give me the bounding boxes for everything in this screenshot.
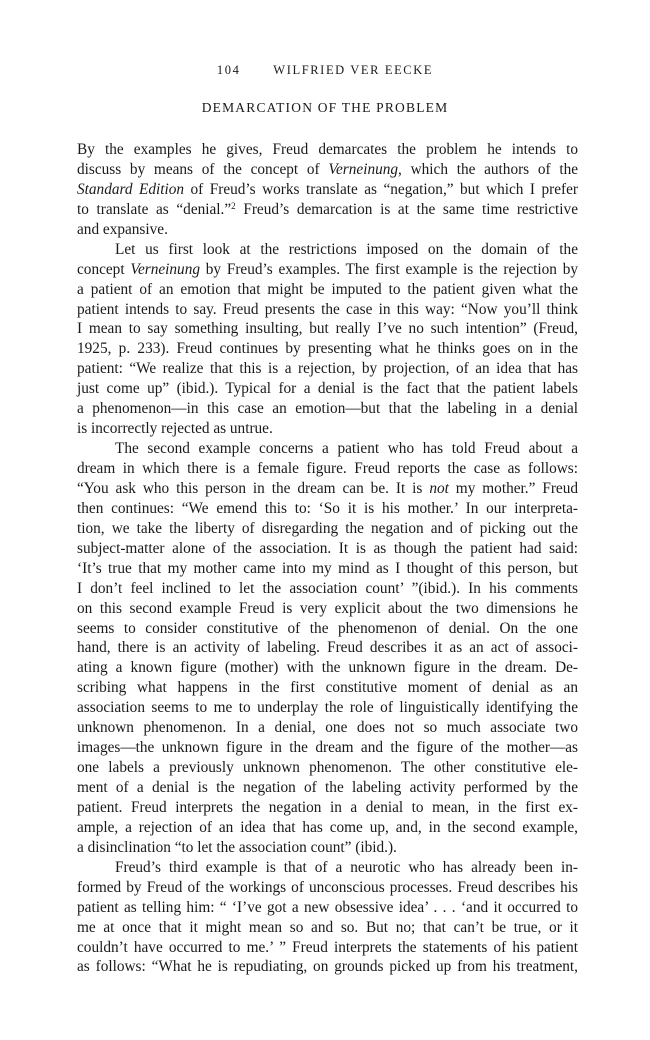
text-line: [77, 300, 578, 320]
text-line: [77, 678, 578, 698]
italic-text: Verneinung: [328, 160, 399, 178]
text-line: [77, 439, 578, 459]
text-line: [77, 479, 578, 499]
text-line: [77, 200, 578, 220]
text-run: by Freud’s examples. The first example is the rejection by: [200, 260, 578, 278]
text-run: images—the unknown figure in the dream and the figure of the mother—as: [77, 739, 578, 757]
text-run: of Freud’s works translate as “negation,” but which I prefer: [184, 180, 578, 198]
text-run: a phenomenon—in this case an emotion—but that the labeling in a denial: [77, 400, 578, 418]
page-number: 104: [216, 63, 241, 77]
running-head: [0, 63, 650, 78]
text-run: I don’t feel inclined to let the association count’ ”(ibid.). In his comments: [77, 579, 578, 597]
text-run: dream in which there is a female figure. Freud reports the case as follows:: [77, 460, 578, 477]
text-run: as follows: “What he is repudiating, on grounds picked up from his treatment,: [77, 958, 578, 976]
text-line: [77, 599, 578, 619]
text-run: is incorrectly rejected as untrue.: [77, 420, 273, 438]
text-line: [77, 938, 578, 958]
text-line: [77, 898, 578, 918]
text-line: [77, 319, 578, 339]
text-line: [77, 718, 578, 738]
text-run: me at once that it might mean so and so. But no; that can’t be true, or it: [77, 918, 578, 936]
text-line: [77, 838, 578, 858]
text-line: [77, 778, 578, 798]
text-run: just come up” (ibid.). Typical for a denial is the fact that the patient labels: [77, 380, 578, 398]
italic-text: not: [429, 479, 449, 497]
running-head-author: WILFRIED VER EECKE: [273, 63, 434, 77]
text-line: [77, 559, 578, 579]
italic-text: Verneinung: [130, 260, 201, 278]
text-line: [77, 180, 578, 200]
text-run: a disinclination “to let the association count” (ibid.).: [77, 838, 397, 856]
text-line: [77, 160, 578, 180]
text-run: concept: [77, 260, 131, 278]
text-run: discuss by means of the concept of: [77, 160, 329, 178]
text-run: couldn’t have occurred to me.’ ” Freud interprets the statements of his patient: [77, 938, 578, 956]
text-line: [77, 140, 578, 160]
text-run: hand, there is an activity of labeling. Freud describes it as an act of associ-: [77, 639, 578, 657]
text-run: and expansive.: [77, 220, 168, 238]
text-run: my mother.” Freud: [448, 479, 579, 497]
text-line: [77, 399, 578, 419]
text-line: [77, 638, 578, 658]
text-line: [77, 878, 578, 898]
text-run: Let us first look at the restrictions imposed on the domain of the: [115, 240, 578, 258]
text-run: patient as telling him: “ ‘I’ve got a new obsessive idea’ . . . ‘and it occurred to: [77, 898, 578, 916]
text-line: [77, 619, 578, 639]
text-run: patient intends to say. Freud presents the case in this way: “Now you’ll think: [77, 300, 578, 318]
text-run: a patient of an emotion that might be imputed to the patient given what the: [77, 280, 578, 298]
text-run: formed by Freud of the workings of unconscious processes. Freud describes his: [77, 878, 578, 896]
italic-text: Standard Edition: [77, 180, 185, 198]
text-run: scribing what happens in the first constitutive moment of denial as an: [77, 679, 578, 697]
text-run: then continues: “We emend this to: ‘So it is his mother.’ In our interpreta-: [77, 499, 578, 517]
text-run: association seems to me to underplay the role of linguistically identifying the: [77, 699, 578, 717]
text-run: I mean to say something insulting, but really I’ve no such intention” (Freud,: [77, 320, 578, 338]
text-run: ‘It’s true that my mother came into my mind as I thought of this person, but: [77, 559, 578, 577]
text-run: ating a known figure (mother) with the unknown figure in the dream. De-: [77, 659, 578, 677]
text-line: [77, 818, 578, 838]
text-line: [77, 658, 578, 678]
text-line: [77, 379, 578, 399]
text-line: [77, 758, 578, 778]
text-line: [77, 499, 578, 519]
text-run: tion, we take the liberty of disregarding the negation and of picking out the: [77, 519, 578, 537]
text-run: seems to consider constitutive of the phenomenon of denial. On the one: [77, 619, 578, 637]
text-line: [77, 798, 578, 818]
text-run: ample, a rejection of an idea that has come up, and, in the second example,: [77, 818, 578, 836]
text-run: Freud’s demarcation is at the same time restrictive: [235, 200, 578, 218]
text-run: ment of a denial is the negation of the labeling activity performed by the: [77, 779, 578, 796]
body-text: [77, 140, 578, 977]
text-line: [77, 698, 578, 718]
text-line: [77, 519, 578, 539]
text-line: [77, 957, 578, 977]
text-line: [77, 579, 578, 599]
footnote-ref: 2: [231, 200, 236, 211]
text-run: subject-matter alone of the association. It is as though the patient had said:: [77, 539, 578, 557]
text-run: to translate as “denial.”: [77, 200, 232, 218]
text-run: patient. Freud interprets the negation in a denial to mean, in the first ex-: [77, 798, 578, 816]
text-line: [77, 280, 578, 300]
text-run: 1925, p. 233). Freud continues by presenting what he thinks goes on in the: [77, 340, 578, 358]
text-run: , which the authors of the: [398, 160, 579, 178]
text-line: [77, 539, 578, 559]
text-run: By the examples he gives, Freud demarcates the problem he intends to: [77, 141, 578, 158]
text-line: [77, 419, 578, 439]
text-run: The second example concerns a patient who has told Freud about a: [115, 440, 578, 458]
text-run: patient: “We realize that this is a rejection, by projection, of an idea that has: [77, 360, 578, 378]
text-run: one labels a previously unknown phenomenon. The other constitutive ele-: [77, 759, 578, 777]
text-line: [77, 220, 578, 240]
text-line: [77, 339, 578, 359]
section-title: DEMARCATION OF THE PROBLEM: [201, 100, 449, 115]
text-run: on this second example Freud is very explicit about the two dimensions he: [77, 599, 578, 617]
text-run: unknown phenomenon. In a denial, one does not so much associate two: [77, 719, 578, 737]
text-line: [77, 738, 578, 758]
text-line: [77, 359, 578, 379]
text-line: [77, 858, 578, 878]
text-run: Freud’s third example is that of a neurotic who has already been in-: [115, 858, 578, 876]
text-line: [77, 918, 578, 938]
text-run: “You ask who this person in the dream can be. It is: [77, 479, 430, 497]
text-line: [77, 240, 578, 260]
text-line: [77, 459, 578, 479]
text-line: [77, 260, 578, 280]
